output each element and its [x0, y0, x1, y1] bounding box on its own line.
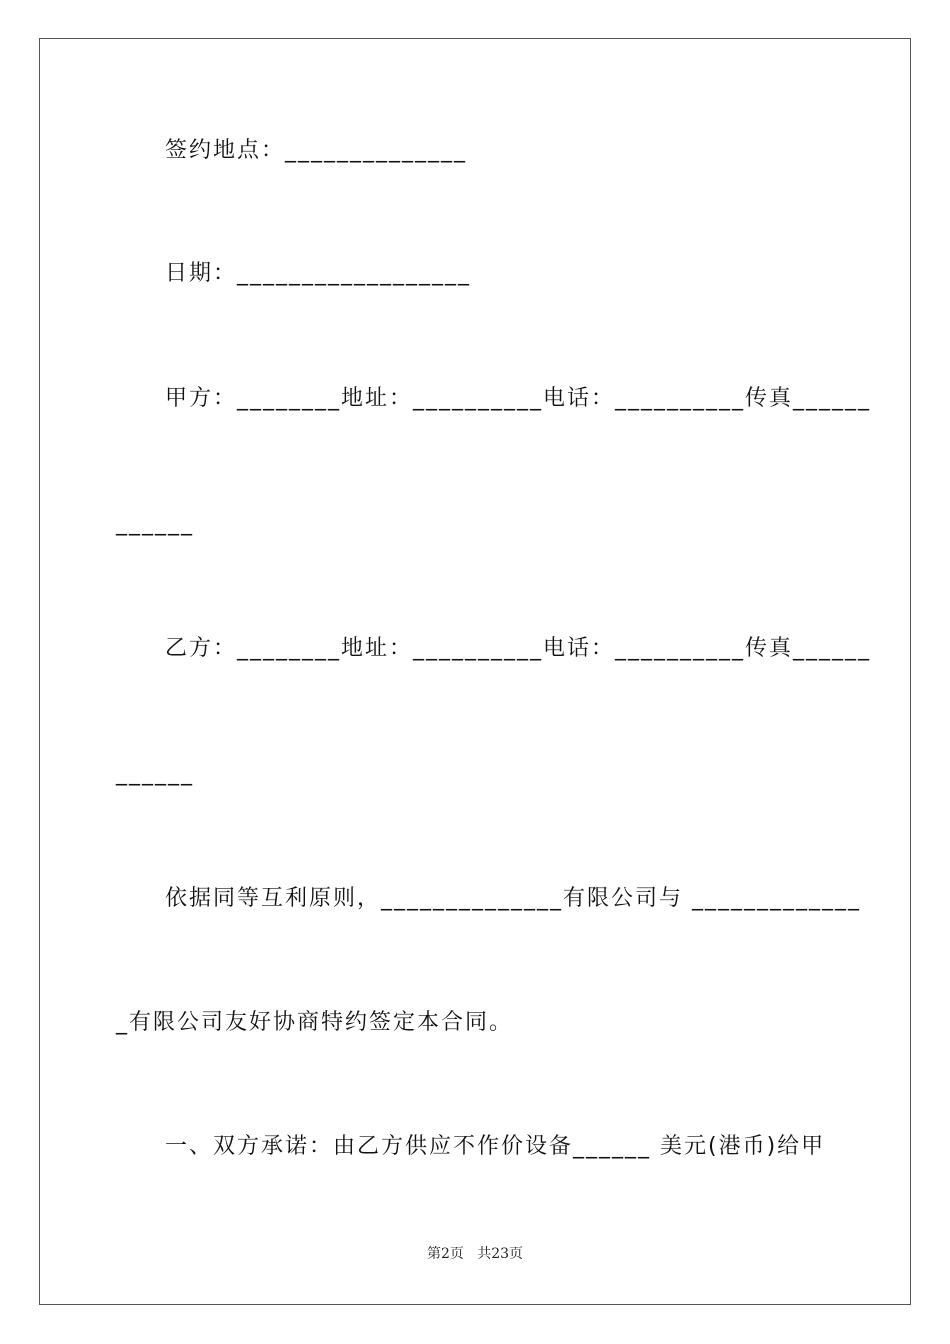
party-a-line: 甲方：________地址：__________电话：__________传真______ [165, 386, 872, 411]
commitment-line: 一、双方承诺：由乙方供应不作价设备______ 美元(港币)给甲 [165, 1134, 826, 1159]
party-a-continuation: ______ [116, 511, 194, 536]
principle-continuation: _有限公司友好协商特约签定本合同。 [116, 1010, 514, 1035]
date-line: 日期：__________________ [165, 261, 472, 286]
party-b-line: 乙方：________地址：__________电话：__________传真______ [165, 636, 872, 661]
principle-line: 依据同等互利原则，______________有限公司与 _____________ [165, 886, 861, 911]
party-b-continuation: ______ [116, 761, 194, 786]
signing-place-line: 签约地点：______________ [165, 138, 468, 163]
page-border [39, 38, 911, 1305]
page-footer: 第2页 共23页 [426, 1246, 524, 1262]
